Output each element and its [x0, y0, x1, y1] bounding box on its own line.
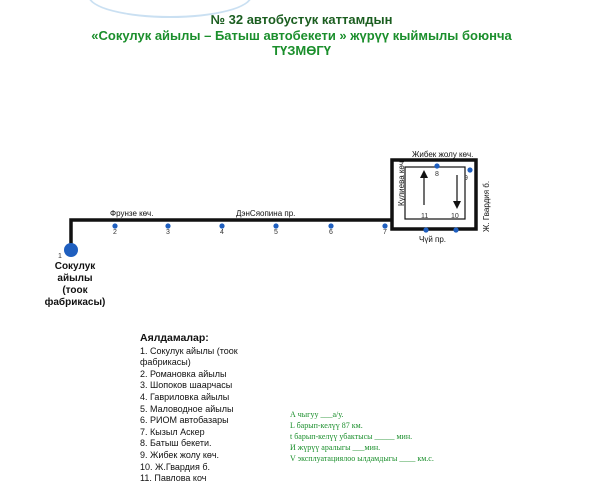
start-name-line-2: айылы: [57, 273, 93, 284]
stop-list-item: 11. Павлова коч: [140, 473, 207, 484]
stop-number-7: 7: [383, 229, 387, 236]
stop-number-9: 9: [464, 175, 468, 182]
stop-marker-10: [453, 227, 458, 232]
street-den: ДэнСяопина пр.: [236, 209, 296, 218]
title-line-3: ТҮЗМӨГҮ: [272, 43, 331, 58]
stop-marker-6: [328, 223, 333, 228]
street-zhibek: Жибек жолу көч.: [412, 150, 474, 159]
stop-marker-4: [219, 223, 224, 228]
street-chui: Чүй пр.: [419, 235, 447, 244]
stop-marker-2: [112, 223, 117, 228]
stops-title: Аялдамалар:: [140, 332, 209, 344]
stop-number-8: 8: [435, 171, 439, 178]
stop-list-item: 4. Гавриловка айылы: [140, 391, 230, 402]
stop-marker-8: [434, 163, 439, 168]
route-line: [71, 160, 476, 250]
street-gvardia: Ж. Гвардия б.: [482, 180, 491, 232]
route-info: [290, 409, 434, 464]
stop-list-item: 7. Кызыл Аскер: [140, 426, 205, 437]
street-kulieva: Кулиева көч.: [397, 158, 406, 206]
stop-marker-5: [273, 223, 278, 228]
stop-number-3: 3: [166, 229, 170, 236]
stop-marker-3: [165, 223, 170, 228]
stop-number-10: 10: [451, 213, 459, 220]
stop-list-item: 2. Романовка айылы: [140, 368, 227, 379]
info-line: V эксплуатациялоо ылдамдыгы ____ км.с.: [290, 454, 434, 463]
stop-list-item: 9. Жибек жолу көч.: [140, 449, 220, 460]
stop-marker-11: [423, 227, 428, 232]
stops-legend: [140, 333, 238, 485]
info-line: А чыгуу ___а/у.: [290, 410, 344, 419]
stop-marker-9: [467, 167, 472, 172]
info-line: t барып-келүү убактысы _____ мин.: [290, 432, 413, 441]
stop-list-item: фабрикасы): [140, 357, 191, 368]
stop-marker-start: [64, 243, 78, 257]
info-line: И жүрүү аралыгы ___мин.: [290, 443, 381, 452]
start-point-label: [40, 261, 110, 309]
arrow-up-head: [420, 170, 428, 178]
title-line-2: «Сокулук айылы – Батыш автобекети » жүрүү кыймылы боюнча: [91, 28, 512, 43]
stop-number-11: 11: [421, 213, 429, 220]
start-name-line-1: Сокулук: [54, 261, 96, 272]
stops-list: [140, 346, 238, 485]
stop-number-4: 4: [220, 229, 224, 236]
stop-list-item: 3. Шопоков шаарчасы: [140, 380, 233, 391]
stop-number-6: 6: [329, 229, 333, 236]
stop-list-item: 8. Батыш бекети.: [140, 438, 212, 449]
stop-list-item: 10. Ж.Гвардия б.: [140, 461, 210, 472]
arrow-down-head: [453, 201, 461, 209]
street-frunze: Фрунзе көч.: [110, 209, 154, 218]
stop-number-5: 5: [274, 229, 278, 236]
stop-number-2: 2: [113, 229, 117, 236]
stop-list-item: 1. Сокулук айылы (тоок: [140, 345, 238, 356]
stop-number-1: 1: [58, 253, 62, 260]
info-line: L барып-келүү 87 км.: [290, 421, 363, 430]
stop-list-item: 5. Маловодное айылы: [140, 403, 234, 414]
start-name-sub: (тоок фабрикасы): [44, 285, 106, 308]
stop-marker-7: [382, 223, 387, 228]
stop-list-item: 6. РИОМ автобазары: [140, 415, 229, 426]
title-line-1: № 32 автобустук каттамдын: [210, 12, 393, 27]
